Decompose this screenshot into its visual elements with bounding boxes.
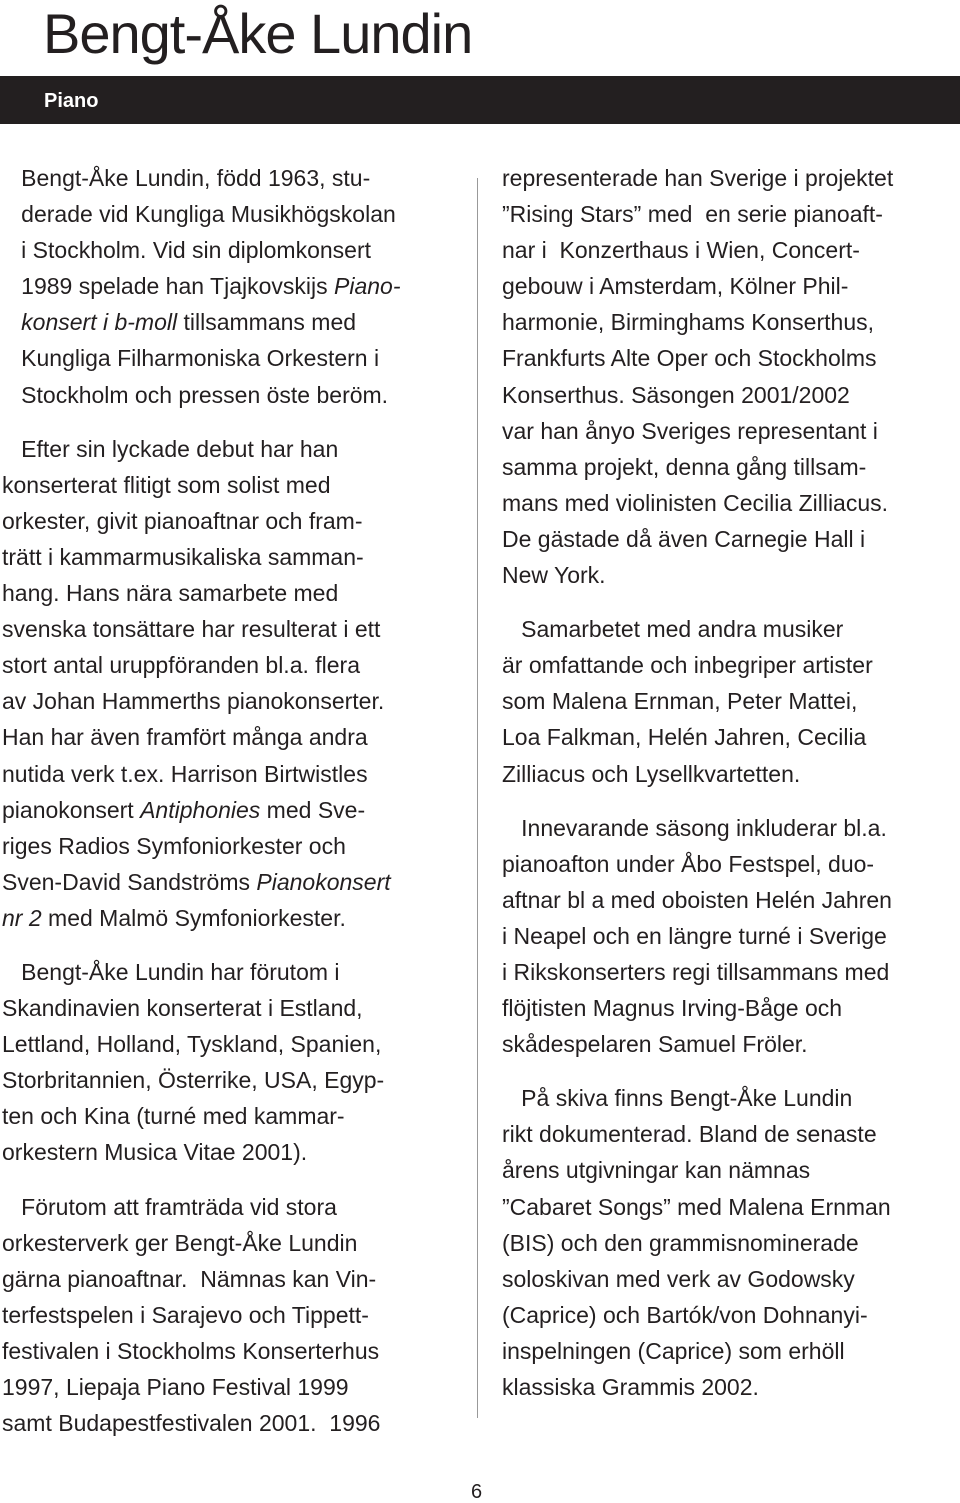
- text-segment: Loa Falkman, Helén Jahren, Cecilia: [502, 724, 867, 751]
- text-line: [502, 485, 954, 521]
- text-line: [2, 431, 454, 467]
- text-segment: På skiva finns Bengt-Åke Lundin: [502, 1085, 853, 1112]
- text-line: [502, 557, 954, 593]
- text-segment: (Caprice) och Bartók/von Dohnanyi-: [502, 1301, 868, 1328]
- text-segment: svenska tonsättare har resulterat i ett: [2, 616, 381, 643]
- text-segment: ”Rising Stars” med en serie pianoaft-: [502, 201, 883, 228]
- text-line: [2, 1405, 454, 1441]
- text-line: [502, 611, 954, 647]
- body-paragraph: [502, 1080, 954, 1405]
- text-segment: skådespelaren Samuel Fröler.: [502, 1031, 808, 1058]
- italic-text: konsert i b-moll: [2, 309, 178, 336]
- text-segment: Storbritannien, Österrike, USA, Egyp-: [2, 1067, 385, 1094]
- text-line: [2, 268, 454, 304]
- body-paragraph: [2, 431, 454, 936]
- text-segment: terfestspelen i Sarajevo och Tippett-: [2, 1301, 369, 1328]
- text-segment: (BIS) och den grammisnominerade: [502, 1229, 859, 1256]
- italic-text: Pianokonsert: [256, 868, 391, 895]
- text-segment: i Stockholm. Vid sin diplomkonsert: [2, 237, 372, 264]
- italic-text: Antiphonies: [140, 796, 261, 823]
- text-segment: harmonie, Birminghams Konserthus,: [502, 309, 874, 336]
- body-paragraph: [2, 954, 454, 1171]
- text-line: [502, 683, 954, 719]
- text-line: [2, 377, 454, 413]
- text-line: [502, 304, 954, 340]
- text-segment: hang. Hans nära samarbete med: [2, 580, 339, 607]
- text-line: [502, 340, 954, 376]
- page-number: 6: [471, 1481, 483, 1503]
- text-line: [2, 1026, 454, 1062]
- section-header-bar: [0, 76, 960, 124]
- text-line: [2, 160, 454, 196]
- text-segment: Skandinavien konserterat i Estland,: [2, 995, 363, 1022]
- text-line: [2, 647, 454, 683]
- text-segment: Bengt-Åke Lundin har förutom i: [2, 958, 340, 985]
- text-line: [2, 828, 454, 864]
- text-segment: mans med violinisten Cecilia Zilliacus.: [502, 489, 889, 516]
- text-segment: gärna pianoaftnar. Nämnas kan Vin-: [2, 1265, 377, 1292]
- text-segment: som Malena Ernman, Peter Mattei,: [502, 688, 858, 715]
- body-paragraph: [2, 160, 454, 413]
- text-segment: De gästade då även Carnegie Hall i: [502, 525, 866, 552]
- text-line: [502, 846, 954, 882]
- text-segment: med Sve-: [260, 796, 366, 823]
- text-line: [502, 882, 954, 918]
- text-segment: Samarbetet med andra musiker: [502, 616, 844, 643]
- text-line: [2, 900, 454, 936]
- text-line: [2, 467, 454, 503]
- text-segment: trätt i kammarmusikaliska samman-: [2, 543, 364, 570]
- text-segment: Innevarande säsong inkluderar bl.a.: [502, 814, 887, 841]
- text-line: [502, 954, 954, 990]
- text-line: [2, 990, 454, 1026]
- text-segment: Han har även framfört många andra: [2, 724, 368, 751]
- text-line: [2, 1333, 454, 1369]
- text-line: [502, 377, 954, 413]
- text-segment: stort antal uruppföranden bl.a. flera: [2, 652, 361, 679]
- text-segment: samma projekt, denna gång tillsam-: [502, 453, 867, 480]
- text-segment: Förutom att framträda vid stora: [2, 1193, 337, 1220]
- text-segment: ”Cabaret Songs” med Malena Ernman: [502, 1193, 891, 1220]
- text-line: [502, 1369, 954, 1405]
- text-column-left: [2, 160, 454, 1459]
- text-line: [2, 719, 454, 755]
- text-line: [2, 575, 454, 611]
- column-divider: [477, 178, 478, 1418]
- section-label: Piano: [44, 90, 99, 112]
- text-line: [2, 1369, 454, 1405]
- text-line: [502, 268, 954, 304]
- text-line: [502, 1026, 954, 1062]
- text-line: [502, 160, 954, 196]
- text-segment: Sven-David Sandströms: [2, 868, 257, 895]
- text-segment: Kungliga Filharmoniska Orkestern i: [2, 345, 380, 372]
- text-line: [502, 719, 954, 755]
- text-segment: orkester, givit pianoaftnar och fram-: [2, 507, 363, 534]
- italic-text: nr 2: [2, 904, 42, 931]
- text-line: [2, 756, 454, 792]
- text-line: [502, 232, 954, 268]
- body-paragraph: [502, 810, 954, 1063]
- text-segment: med Malmö Symfoniorkester.: [41, 904, 346, 931]
- text-line: [2, 340, 454, 376]
- text-segment: Frankfurts Alte Oper och Stockholms: [502, 345, 877, 372]
- text-segment: 1989 spelade han Tjajkovskijs: [2, 273, 334, 300]
- text-line: [2, 792, 454, 828]
- text-segment: Bengt-Åke Lundin, född 1963, stu-: [2, 165, 371, 191]
- text-line: [502, 413, 954, 449]
- text-line: [502, 1189, 954, 1225]
- text-line: [2, 503, 454, 539]
- text-line: [2, 1062, 454, 1098]
- text-line: [502, 756, 954, 792]
- body-paragraph: [502, 160, 954, 593]
- text-segment: derade vid Kungliga Musikhögskolan: [2, 201, 396, 228]
- text-line: [502, 449, 954, 485]
- text-segment: tillsammans med: [177, 309, 357, 336]
- text-line: [2, 232, 454, 268]
- text-segment: aftnar bl a med oboisten Helén Jahren: [502, 886, 892, 913]
- text-segment: New York.: [502, 562, 606, 589]
- text-line: [2, 1297, 454, 1333]
- text-line: [2, 1134, 454, 1170]
- text-line: [2, 539, 454, 575]
- text-segment: i Neapel och en längre turné i Sverige: [502, 922, 887, 949]
- italic-text: Piano-: [334, 273, 401, 300]
- text-line: [502, 918, 954, 954]
- text-segment: rikt dokumenterad. Bland de senaste: [502, 1121, 877, 1148]
- text-segment: konserterat flitigt som solist med: [2, 471, 331, 498]
- text-segment: klassiska Grammis 2002.: [502, 1374, 759, 1400]
- text-line: [2, 1189, 454, 1225]
- text-line: [2, 683, 454, 719]
- text-line: [502, 1080, 954, 1116]
- text-segment: av Johan Hammerths pianokonserter.: [2, 688, 385, 715]
- text-segment: årens utgivningar kan nämnas: [502, 1157, 811, 1184]
- text-line: [502, 810, 954, 846]
- text-line: [2, 864, 454, 900]
- text-segment: Konserthus. Säsongen 2001/2002: [502, 381, 850, 408]
- text-segment: pianoafton under Åbo Festspel, duo-: [502, 850, 875, 877]
- text-segment: riges Radios Symfoniorkester och: [2, 832, 346, 859]
- text-segment: Lettland, Holland, Tyskland, Spanien,: [2, 1031, 382, 1058]
- text-line: [502, 1152, 954, 1188]
- text-segment: pianokonsert: [2, 796, 141, 823]
- text-line: [2, 1225, 454, 1261]
- text-segment: i Rikskonserters regi tillsammans med: [502, 958, 890, 985]
- text-segment: Zilliacus och Lysellkvartetten.: [502, 760, 801, 787]
- text-segment: orkestern Musica Vitae 2001).: [2, 1139, 308, 1166]
- text-line: [502, 1297, 954, 1333]
- text-segment: festivalen i Stockholms Konserterhus: [2, 1337, 380, 1364]
- text-segment: ten och Kina (turné med kammar-: [2, 1103, 345, 1130]
- page-title: Bengt-Åke Lundin: [43, 2, 473, 65]
- text-segment: samt Budapestfestivalen 2001. 1996: [2, 1410, 381, 1437]
- text-segment: gebouw i Amsterdam, Kölner Phil-: [502, 273, 849, 300]
- text-segment: 1997, Liepaja Piano Festival 1999: [2, 1374, 349, 1400]
- text-line: [502, 647, 954, 683]
- text-line: [2, 304, 454, 340]
- text-segment: är omfattande och inbegriper artister: [502, 652, 873, 679]
- text-line: [2, 1098, 454, 1134]
- text-segment: nutida verk t.ex. Harrison Birtwistles: [2, 760, 368, 787]
- text-line: [2, 954, 454, 990]
- body-paragraph: [502, 611, 954, 791]
- text-segment: Efter sin lyckade debut har han: [2, 435, 339, 462]
- text-line: [502, 196, 954, 232]
- text-line: [502, 1333, 954, 1369]
- text-line: [502, 990, 954, 1026]
- text-segment: orkesterverk ger Bengt-Åke Lundin: [2, 1229, 358, 1256]
- text-segment: soloskivan med verk av Godowsky: [502, 1265, 855, 1292]
- text-segment: flöjtisten Magnus Irving-Båge och: [502, 995, 843, 1022]
- text-line: [502, 1225, 954, 1261]
- text-segment: representerade han Sverige i projektet: [502, 165, 894, 191]
- text-segment: nar i Konzerthaus i Wien, Concert-: [502, 237, 860, 264]
- body-paragraph: [2, 1189, 454, 1442]
- text-segment: inspelningen (Caprice) som erhöll: [502, 1337, 845, 1364]
- text-line: [502, 521, 954, 557]
- text-segment: var han ånyo Sveriges representant i: [502, 417, 878, 444]
- text-line: [2, 1261, 454, 1297]
- text-column-right: [502, 160, 954, 1423]
- text-line: [502, 1116, 954, 1152]
- text-line: [2, 611, 454, 647]
- text-line: [2, 196, 454, 232]
- text-line: [502, 1261, 954, 1297]
- text-segment: Stockholm och pressen öste beröm.: [2, 381, 389, 408]
